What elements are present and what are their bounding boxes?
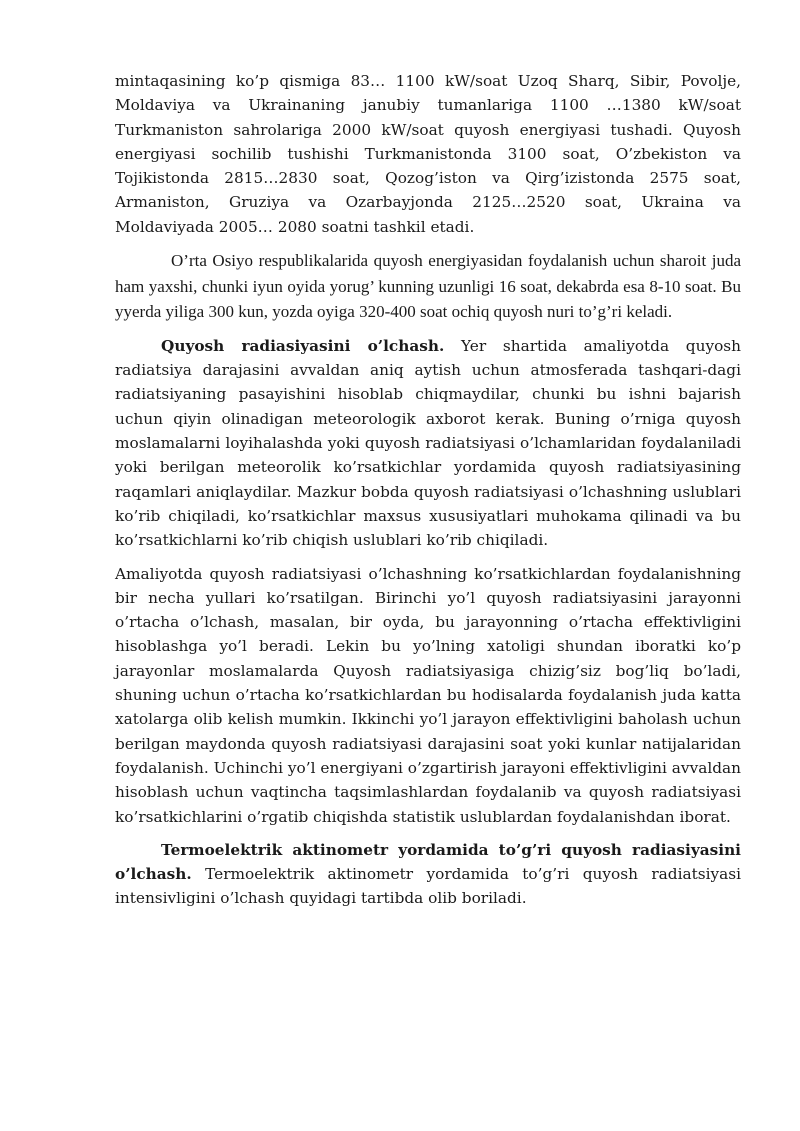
paragraph-central-asia-conditions: O’rta Osiyo respublikalarida quyosh energiyasidan foydalanish uchun sharoit juda ham yaxshi, chunki iyun oyida yorug’ kunning uzunligi 16 soat, dekabrda esa 8-10 soat. Bu yyerda yiliga 300 kun, yozda oyiga 320-400 soat ochiq quyosh nuri to’g’ri keladi.	[115, 251, 741, 322]
paragraph-measurement-methods: Amaliyotda quyosh radiatsiyasi o’lchashning ko’rsatkichlardan foydalanishning bir necha yullari ko’rsatilgan. Birinchi yo’l quyosh radiatsiyasini jarayonni o’rtacha o’lchash, masalan, bir oyda, bu jarayonning o’rtacha effektivligini hisoblashga yo’l beradi. Lekin bu yo’lning xatoligi shundan iboratki ko’p jarayonlar moslamalarda Quyosh radiatsiyasiga chizig’siz bog’liq bo’ladi, shuning uchun o’rtacha ko’rsatkichlardan bu hodisalarda foydalanish juda katta xatolarga olib kelish mumkin. Ikkinchi yo’l jarayon effektivligini baholash uchun berilgan maydonda quyosh radiatsiyasi darajasini soat yoki kunlar natijalaridan foydalanish. Uchinchi yo’l energiyani o’zgartirish jarayoni effektivligini avvaldan hisoblash uchun vaqtincha taqsimlashlardan foydalanib va quyosh radiatsiyasi ko’rsatkichlarini o’rgatib chiqishda statistik uslublardan foydalanishdan iborat.	[115, 564, 741, 826]
paragraph-radiation-measurement	[115, 334, 741, 553]
section-heading-radiation-measurement: Quyosh radiasiyasini o’lchash.	[161, 336, 445, 355]
section-heading-actinometer: Termoelektrik aktinometr yordamida to’g’ri quyosh radiasiyasini o’lchash.	[115, 840, 741, 884]
document-page	[115, 69, 741, 911]
paragraph-solar-energy-regions: mintaqasining ko’p qismiga 83… 1100 kW/soat Uzoq Sharq, Sibir, Povolje, Moldaviya va Ukrainaning janubiy tumanlariga 1100 …1380 kW/soat Turkmaniston sahrolariga 2000 kW/soat quyosh energiyasi tushadi. Quyosh energiyasi sochilib tushishi Turkmanistonda 3100 soat, O’zbekiston va Tojikistonda 2815…2830 soat, Qozog’iston va Qirg’izistonda 2575 soat, Armaniston, Gruziya va Ozarbayjonda 2125…2520 soat, Ukraina va Moldaviyada 2005… 2080 soatni tashkil etadi.	[115, 72, 741, 236]
paragraph-text: Yer shartida amaliyotda quyosh radiatsiya darajasini avvaldan aniq aytish uchun atmosferada tashqari-dagi radiatsiyaning pasayishini hisoblab chiqmaydilar, chunki bu ishni bajarish uchun qiyin olinadigan meteorologik axborot kerak. Buning o’rniga quyosh moslamalarni loyihalashda yoki quyosh radiatsiyasi o’lchamlaridan foydalaniladi yoki berilgan meteorolik ko’rsatkichlar yordamida quyosh radiatsiyasining raqamlari aniqlaydilar. Mazkur bobda quyosh radiatsiyasi o’lchashning uslublari ko’rib chiqiladi, ko’rsatkichlar maxsus xususiyatlari muhokama qilinadi va bu ko’rsatkichlarni ko’rib chiqish uslublari ko’rib chiqiladi.	[115, 336, 741, 550]
paragraph-text: Termoelektrik aktinometr yordamida to’g’ri quyosh radiatsiyasi intensivligini o’lchash quyidagi tartibda olib boriladi.	[115, 865, 741, 908]
paragraph-actinometer	[115, 838, 741, 911]
